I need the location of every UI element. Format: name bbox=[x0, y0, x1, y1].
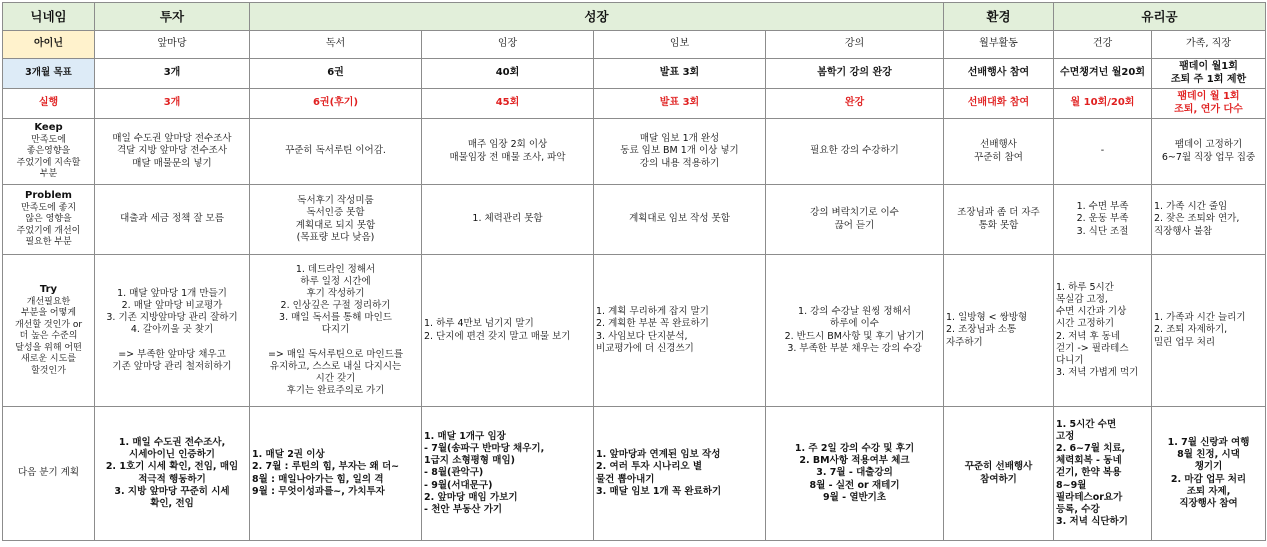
try-activity[interactable]: 1. 일방형 < 쌍방형 2. 조장님과 소통 자주하기 bbox=[944, 255, 1054, 407]
try-reading[interactable]: 1. 데드라인 정해서 하루 일정 시간에 후기 작성하기 2. 인상깊은 구절 정리하기 3. 매일 독서를 통해 마인드 다지기 => 매일 독서루틴으로 마인드를 유지하고, 스스로 내실 다지시는 시간 갖기 후기는 완료주의로 가기 bbox=[250, 255, 422, 407]
goal-activity[interactable]: 선배행사 참여 bbox=[944, 59, 1054, 89]
next-invest[interactable]: 1. 매일 수도권 전수조사, 시세아이닌 인증하기 2. 1호기 시세 확인, 전임, 매임 적극적 행동하기 3. 지방 앞마당 꾸준히 시세 확인, 전임 bbox=[95, 407, 250, 541]
problem-site-visit[interactable]: 1. 체력관리 못함 bbox=[422, 185, 594, 255]
problem-report[interactable]: 계획대로 임보 작성 못함 bbox=[594, 185, 766, 255]
header-invest[interactable]: 투자 bbox=[95, 3, 250, 31]
sub-family-work[interactable]: 가족, 직장 bbox=[1152, 31, 1266, 59]
next-site-visit[interactable]: 1. 매달 1개구 임장 - 7월(송파구 반마당 채우기, 1급지 소형평형 매임) - 8월(관악구) - 9월(서대문구) 2. 앞마당 매임 가보기 - 천안 부동산 가기 bbox=[422, 407, 594, 541]
sub-lecture[interactable]: 강의 bbox=[766, 31, 944, 59]
problem-reading[interactable]: 독서후기 작성미룸 독서인증 못함 계획대로 되지 못함 (목표량 보다 낮음) bbox=[250, 185, 422, 255]
next-lecture[interactable]: 1. 주 2일 강의 수강 및 후기 2. BM사항 적용여부 체크 3. 7월 - 대출강의 8월 - 실전 or 재테기 9월 - 열반기초 bbox=[766, 407, 944, 541]
next-reading[interactable]: 1. 매달 2권 이상 2. 7월 : 루틴의 힘, 부자는 왜 더~ 8월 : 매일나아가는 힘, 일의 격 9월 : 무엇이성과를~, 가치투자 bbox=[250, 407, 422, 541]
actual-label[interactable]: 실행 bbox=[3, 89, 95, 119]
keep-invest[interactable]: 매일 수도권 앞마당 전수조사 격달 지방 앞마당 전수조사 매달 매물문의 넣기 bbox=[95, 119, 250, 185]
problem-activity[interactable]: 조장님과 좀 더 자주 통화 못함 bbox=[944, 185, 1054, 255]
problem-health[interactable]: 1. 수면 부족 2. 운동 부족 3. 식단 조절 bbox=[1054, 185, 1152, 255]
goal-invest[interactable]: 3개 bbox=[95, 59, 250, 89]
actual-lecture[interactable]: 완강 bbox=[766, 89, 944, 119]
next-report[interactable]: 1. 앞마당과 연계된 임보 작성 2. 여러 투자 시나리오 별 물건 뽑아내기 3. 매달 임보 1개 꼭 완료하기 bbox=[594, 407, 766, 541]
header-growth[interactable]: 성장 bbox=[250, 3, 944, 31]
goal-lecture[interactable]: 봄학기 강의 완강 bbox=[766, 59, 944, 89]
actual-report[interactable]: 발표 3회 bbox=[594, 89, 766, 119]
keep-title: Keep bbox=[34, 122, 63, 134]
keep-description: 만족도에 좋은영향을 주었기에 지속할 부분 bbox=[16, 134, 81, 180]
try-invest[interactable]: 1. 매달 앞마당 1개 만들기 2. 매달 앞마당 비교평가 3. 기존 지방앞마당 관리 잘하기 4. 갈아끼울 곳 찾기 => 부족한 앞마당 채우고 기존 앞마당 관리 철저히하기 bbox=[95, 255, 250, 407]
keep-health[interactable]: - bbox=[1054, 119, 1152, 185]
try-family-work[interactable]: 1. 가족과 시간 늘리기 2. 조퇴 자제하기, 밀린 업무 처리 bbox=[1152, 255, 1266, 407]
keep-header[interactable] bbox=[3, 119, 95, 185]
actual-health[interactable]: 월 10회/20회 bbox=[1054, 89, 1152, 119]
header-environment[interactable]: 환경 bbox=[944, 3, 1054, 31]
problem-invest[interactable]: 대출과 세금 정책 잘 모름 bbox=[95, 185, 250, 255]
actual-site-visit[interactable]: 45회 bbox=[422, 89, 594, 119]
goal-label[interactable]: 3개월 목표 bbox=[3, 59, 95, 89]
actual-family-work[interactable]: 팸데이 월 1회 조퇴, 연가 다수 bbox=[1152, 89, 1266, 119]
keep-report[interactable]: 매달 임보 1개 완성 동료 임보 BM 1개 이상 넣기 강의 내용 적용하기 bbox=[594, 119, 766, 185]
keep-activity[interactable]: 선배행사 꾸준히 참여 bbox=[944, 119, 1054, 185]
goal-report[interactable]: 발표 3회 bbox=[594, 59, 766, 89]
try-description: 개선필요한 부분을 어떻게 개선할 것인가 or 더 높은 수준의 달성을 위해 어떤 새로운 시도를 할것인가 bbox=[14, 296, 83, 376]
actual-invest[interactable]: 3개 bbox=[95, 89, 250, 119]
header-nickname[interactable]: 닉네임 bbox=[3, 3, 95, 31]
goal-site-visit[interactable]: 40회 bbox=[422, 59, 594, 89]
keep-site-visit[interactable]: 매주 임장 2회 이상 매물임장 전 매물 조사, 파악 bbox=[422, 119, 594, 185]
sub-site-visit[interactable]: 임장 bbox=[422, 31, 594, 59]
next-health[interactable]: 1. 5시간 수면 고정 2. 6~7월 치료, 체력회복 - 동네 걷기, 한약 복용 8~9월 필라테스or요가 등록, 수강 3. 저녁 식단하기 bbox=[1054, 407, 1152, 541]
actual-activity[interactable]: 선배대화 참여 bbox=[944, 89, 1054, 119]
problem-title: Problem bbox=[25, 190, 72, 202]
header-glass[interactable]: 유리공 bbox=[1054, 3, 1266, 31]
next-family-work[interactable]: 1. 7월 신랑과 여행 8월 친정, 시댁 챙기기 2. 마감 업무 처리 조퇴 자제, 직장행사 참여 bbox=[1152, 407, 1266, 541]
retrospective-sheet bbox=[2, 2, 1266, 541]
sub-reading[interactable]: 독서 bbox=[250, 31, 422, 59]
sub-invest[interactable]: 앞마당 bbox=[95, 31, 250, 59]
try-report[interactable]: 1. 계획 무리하게 잡지 말기 2. 계획한 부분 꼭 완료하기 3. 사임보다 단지분석, 비교평가에 더 신경쓰기 bbox=[594, 255, 766, 407]
problem-family-work[interactable]: 1. 가족 시간 줄임 2. 잦은 조퇴와 연가, 직장행사 불참 bbox=[1152, 185, 1266, 255]
keep-lecture[interactable]: 필요한 강의 수강하기 bbox=[766, 119, 944, 185]
problem-lecture[interactable]: 강의 벼락치기로 이수 끊어 듣기 bbox=[766, 185, 944, 255]
nickname-value[interactable]: 아이닌 bbox=[3, 31, 95, 59]
keep-reading[interactable]: 꾸준히 독서루틴 이어감. bbox=[250, 119, 422, 185]
next-label[interactable]: 다음 분기 계획 bbox=[3, 407, 95, 541]
sub-report[interactable]: 임보 bbox=[594, 31, 766, 59]
next-activity[interactable]: 꾸준히 선배행사 참여하기 bbox=[944, 407, 1054, 541]
goal-reading[interactable]: 6권 bbox=[250, 59, 422, 89]
goal-family-work[interactable]: 팸데이 월1회 조퇴 주 1회 제한 bbox=[1152, 59, 1266, 89]
try-lecture[interactable]: 1. 강의 수강날 원씽 정해서 하루에 이수 2. 반드시 BM사항 및 후기 남기기 3. 부족한 부분 채우는 강의 수강 bbox=[766, 255, 944, 407]
try-health[interactable]: 1. 하루 5시간 목실감 고정, 수면 시간과 기상 시간 고정하기 2. 저녁 후 동네 걷기 -> 필라테스 다니기 3. 저녁 가볍게 먹기 bbox=[1054, 255, 1152, 407]
keep-family-work[interactable]: 팸데이 고정하기 6~7월 직장 업무 집중 bbox=[1152, 119, 1266, 185]
goal-health[interactable]: 수면챙겨넌 월20회 bbox=[1054, 59, 1152, 89]
actual-reading[interactable]: 6권(후기) bbox=[250, 89, 422, 119]
sub-activity[interactable]: 월부활동 bbox=[944, 31, 1054, 59]
try-title: Try bbox=[39, 283, 58, 295]
sub-health[interactable]: 건강 bbox=[1054, 31, 1152, 59]
try-header[interactable] bbox=[3, 255, 95, 407]
try-site-visit[interactable]: 1. 하루 4만보 넘기지 말기 2. 단지에 편견 갖지 말고 매물 보기 bbox=[422, 255, 594, 407]
problem-header[interactable] bbox=[3, 185, 95, 255]
problem-description: 만족도에 좋지 않은 영향을 주었기에 개선이 필요한 부분 bbox=[16, 202, 81, 248]
